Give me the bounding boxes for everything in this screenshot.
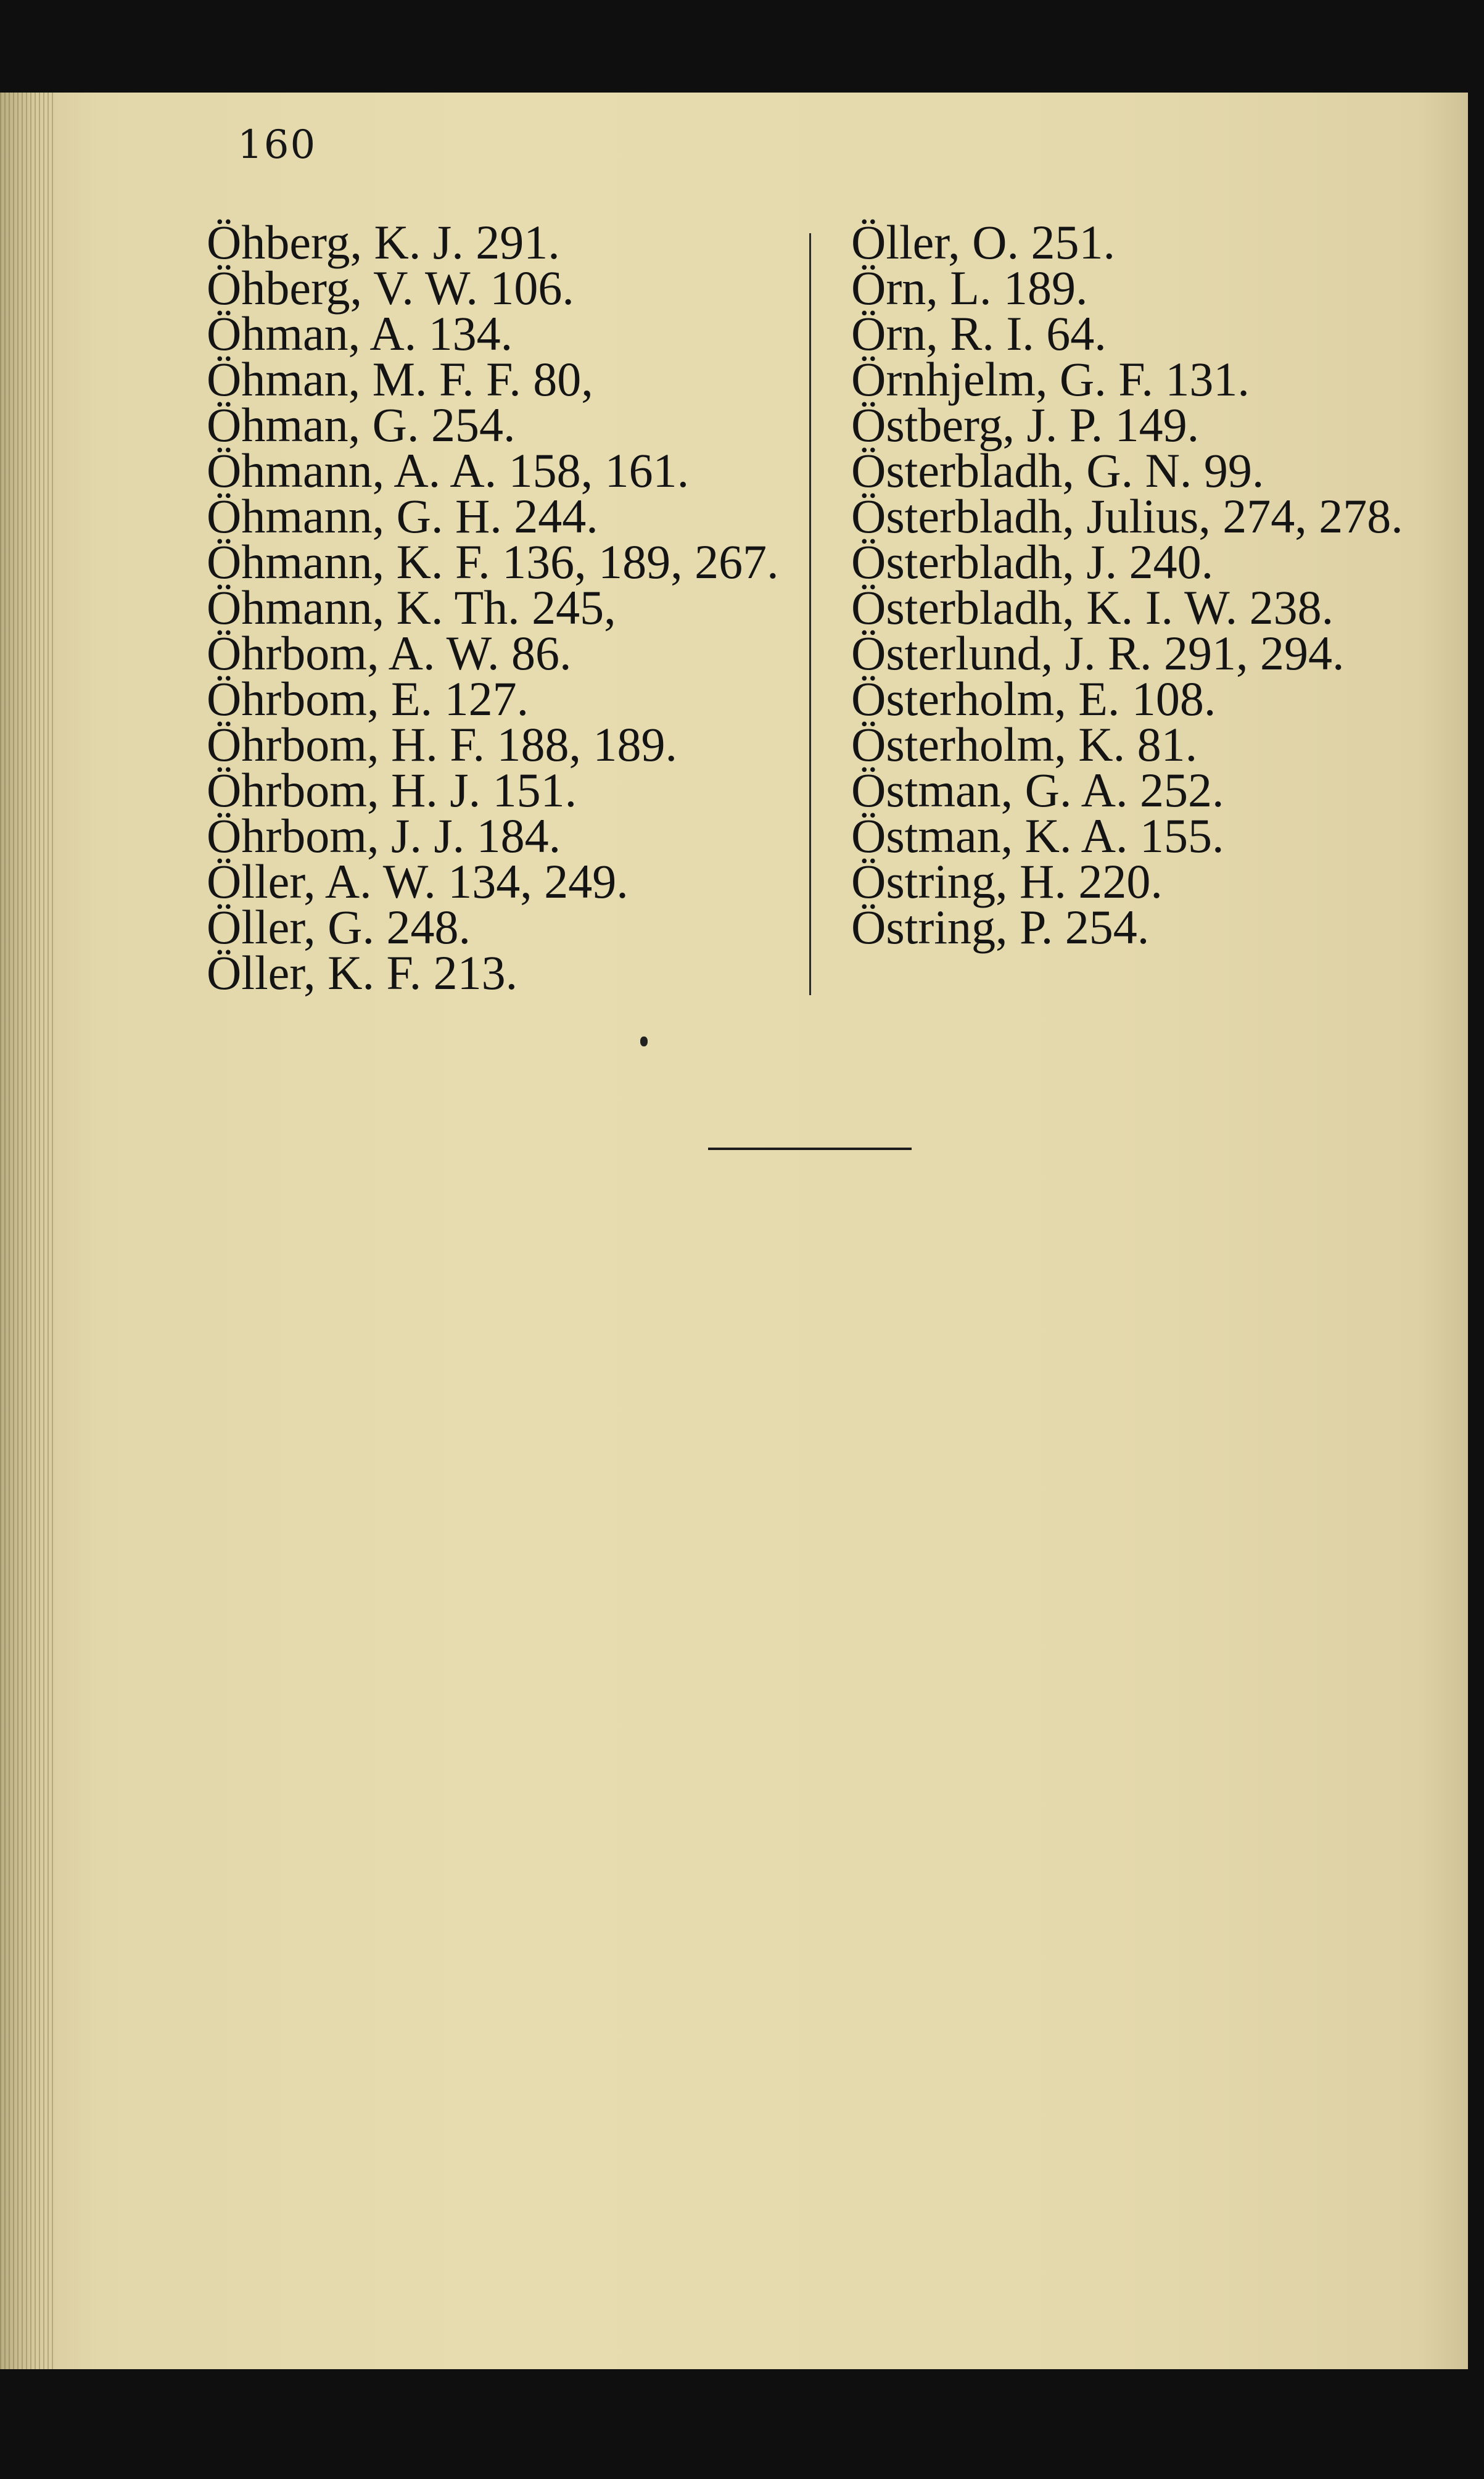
ink-speck <box>640 1037 648 1046</box>
index-entry: Österbladh, Julius, 274, 278. <box>851 489 1403 543</box>
index-entry: Öhrbom, A. W. 86. <box>207 626 572 680</box>
index-column-left <box>207 215 796 999</box>
index-entry: Österholm, E. 108. <box>851 672 1216 726</box>
index-entry: Örn, R. I. 64. <box>851 307 1107 360</box>
index-entry: Öhman, A. 134. <box>207 307 513 360</box>
index-entry: Österbladh, J. 240. <box>851 535 1214 589</box>
index-entry: Öller, O. 251. <box>851 215 1115 269</box>
index-entry: Österlund, J. R. 291, 294. <box>851 626 1345 680</box>
index-entry: Öhman, M. F. F. 80, <box>207 352 593 406</box>
index-entry: Örnhjelm, G. F. 131. <box>851 352 1250 406</box>
index-entry: Öhberg, V. W. 106. <box>207 261 574 315</box>
index-entry: Österholm, K. 81. <box>851 718 1198 771</box>
page-edge <box>0 93 56 2369</box>
index-entry: Östman, K. A. 155. <box>851 809 1224 863</box>
index-entry: Öhrbom, J. J. 184. <box>207 809 561 863</box>
end-rule <box>708 1148 912 1150</box>
index-entry: Öhmann, K. Th. 245, <box>207 581 616 634</box>
index-entry: Östman, G. A. 252. <box>851 763 1224 817</box>
index-entry: Österbladh, K. I. W. 238. <box>851 581 1334 634</box>
index-entry: Östring, H. 220. <box>851 855 1163 908</box>
page-number: 160 <box>237 122 317 168</box>
index-entry: Öhrbom, H. F. 188, 189. <box>207 718 677 771</box>
index-entry: Örn, L. 189. <box>851 261 1088 315</box>
index-entry: Öller, K. F. 213. <box>207 946 518 999</box>
index-entry: Österbladh, G. N. 99. <box>851 444 1264 497</box>
index-entry: Öhberg, K. J. 291. <box>207 215 560 269</box>
index-entry: Öhrbom, E. 127. <box>207 672 529 726</box>
index-entry: Östberg, J. P. 149. <box>851 398 1200 452</box>
index-entry: Öhmann, G. H. 244. <box>207 489 598 543</box>
index-entry: Öller, G. 248. <box>207 900 471 954</box>
index-entry: Öhrbom, H. J. 151. <box>207 763 577 817</box>
index-entry: Öhmann, A. A. 158, 161. <box>207 444 690 497</box>
index-entry: Öhmann, K. F. 136, 189, 267. <box>207 535 779 589</box>
index-entry: Öller, A. W. 134, 249. <box>207 855 629 908</box>
column-divider <box>809 233 811 995</box>
index-column-right <box>851 215 1456 954</box>
index-entry: Östring, P. 254. <box>851 900 1150 954</box>
index-entry: Öhman, G. 254. <box>207 398 516 452</box>
